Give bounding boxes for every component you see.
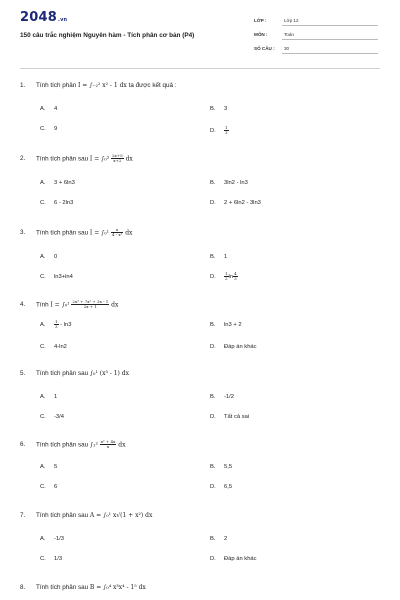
option-value: 9 [54, 126, 58, 132]
site-logo[interactable] [20, 10, 67, 25]
fraction: $\frac{1}{3}$ [55, 319, 58, 330]
option-d[interactable] [210, 344, 257, 350]
option-label: B. [210, 464, 216, 470]
option-value: 2 + 6ln2 - 3ln3 [224, 200, 261, 206]
header-divider [20, 68, 380, 69]
option-value: 3 + 6ln3 [54, 180, 75, 186]
option-d[interactable] [210, 272, 238, 281]
option-label: B. [210, 254, 216, 260]
option-label: C. [40, 556, 46, 562]
option-d[interactable] [210, 556, 257, 562]
option-label: A. [40, 394, 46, 400]
option-value: 3 [224, 106, 228, 112]
question-math: I = ∫₀¹ [50, 301, 72, 309]
option-c[interactable] [40, 200, 73, 206]
fraction: $\frac{2x+5}{x+2}$ [111, 153, 123, 164]
option-label: D. [210, 200, 216, 206]
option-label: A. [40, 322, 46, 329]
option-label: C. [40, 344, 46, 350]
option-value: Đáp án khác [224, 344, 257, 350]
class-label: LỚP : [254, 18, 267, 23]
option-c[interactable] [40, 484, 57, 490]
question-prefix: Tính tích phân sau [36, 155, 90, 163]
question-number: 6. [20, 441, 26, 449]
option-label: D. [210, 556, 216, 562]
question-prefix: Tính tích phân sau [36, 584, 90, 591]
logo-domain: .vn [57, 17, 68, 23]
fraction: $\frac{\text{2x³ + 7x² + 3x - 1}}{2x + 1}$ [72, 299, 109, 310]
fraction: $\frac{4}{3}$ [234, 271, 237, 282]
option-value: -1/3 [54, 536, 64, 542]
option-label: B. [210, 536, 216, 542]
option-c[interactable] [40, 414, 64, 420]
count-label: SỐ CÂU : [254, 46, 275, 51]
option-label: B. [210, 106, 216, 112]
option-value: -1/2 [224, 394, 234, 400]
option-value: - ln3 [58, 322, 72, 329]
question-text [20, 584, 146, 591]
option-value: Đáp án khác [224, 556, 257, 562]
option-label: A. [40, 106, 46, 112]
option-value: -3/4 [54, 414, 64, 420]
option-label: D. [210, 414, 216, 420]
question-prefix: Tính [36, 301, 51, 309]
question-math: I = ∫₋₂² x² - 1 dx [78, 82, 127, 89]
option-label: A. [40, 180, 46, 186]
option-value: 5,5 [224, 464, 233, 470]
option-label: C. [40, 484, 46, 490]
question-number: 4. [20, 301, 26, 309]
option-b[interactable] [210, 536, 227, 542]
option-value: 6,5 [224, 484, 233, 490]
option-value: 6 [54, 484, 58, 490]
question-text [20, 82, 176, 89]
option-value: Tất cả sai [224, 414, 250, 420]
option-c[interactable] [40, 274, 73, 280]
fraction: $\frac{\text{x² + 4x}}{x}$ [100, 439, 116, 450]
option-a[interactable] [40, 464, 57, 470]
question-suffix: dx [116, 441, 126, 449]
option-value: 4 [54, 106, 58, 112]
option-label: D. [210, 344, 216, 350]
option-label: A. [40, 536, 46, 542]
question-prefix: Tính tích phân sau [36, 512, 90, 519]
option-label: C. [40, 200, 46, 206]
option-label: A. [40, 254, 46, 260]
question-math: ∫₀¹ (x³ - 1) dx [89, 370, 130, 377]
option-value: 1 [224, 254, 228, 260]
option-b[interactable] [210, 254, 227, 260]
option-value: 3ln2 - ln3 [224, 180, 248, 186]
fraction: $\frac{1}{3}$ [225, 125, 228, 136]
question-number: 8. [20, 584, 26, 591]
option-label: D. [210, 128, 216, 135]
option-value: ln [228, 274, 234, 281]
meta-rule [282, 25, 378, 26]
option-value: ln3+ln4 [54, 274, 73, 280]
question-math: I = ∫₀³ [89, 155, 111, 163]
question-prefix: Tính tích phân [36, 82, 79, 89]
option-a[interactable] [40, 254, 57, 260]
option-value: 5 [54, 464, 58, 470]
logo-main: 2048 [20, 10, 57, 25]
option-d[interactable] [210, 126, 229, 135]
question-suffix: ta được kết quả : [126, 82, 177, 89]
document-header [0, 0, 400, 62]
meta-rule [282, 53, 378, 54]
count-value: 30 [284, 46, 290, 51]
question-suffix: dx [123, 155, 133, 163]
option-label: D. [210, 274, 216, 281]
option-a[interactable] [40, 180, 75, 186]
option-b[interactable] [210, 180, 248, 186]
option-label: A. [40, 464, 46, 470]
option-c[interactable] [40, 556, 62, 562]
question-text [20, 440, 125, 449]
option-d[interactable] [210, 484, 232, 490]
option-d[interactable] [210, 200, 261, 206]
option-b[interactable] [210, 322, 242, 328]
option-a[interactable] [40, 106, 57, 112]
option-d[interactable] [210, 414, 249, 420]
question-math: I = ∫₀¹ [89, 229, 111, 237]
option-label: C. [40, 274, 46, 280]
option-label: D. [210, 484, 216, 490]
option-label: B. [210, 394, 216, 400]
option-a[interactable] [40, 394, 57, 400]
meta-rule [282, 39, 378, 40]
subject-label: MÔN : [254, 32, 268, 37]
fraction: $\frac{x}{\text{4 - x²}}$ [111, 227, 123, 238]
question-number: 5. [20, 370, 26, 377]
question-prefix: Tính tích phân sau [36, 370, 90, 377]
question-text [20, 370, 129, 377]
question-prefix: Tính tích phân sau [36, 229, 90, 237]
option-c[interactable] [40, 126, 57, 132]
option-label: C. [40, 126, 46, 132]
option-c[interactable] [40, 344, 67, 350]
question-prefix: Tính tích phân sau [36, 441, 90, 449]
question-math: A = ∫₀¹ x√(1 + x²) dx [89, 512, 153, 519]
option-value: 1 [54, 394, 58, 400]
option-value: 1/3 [54, 556, 63, 562]
question-number: 1. [20, 82, 26, 89]
question-number: 2. [20, 155, 26, 163]
question-suffix: dx [123, 229, 133, 237]
question-math: ∫₁² [89, 441, 100, 449]
question-text [20, 512, 152, 519]
option-b[interactable] [210, 106, 227, 112]
question-text [20, 300, 118, 309]
option-label: B. [210, 322, 216, 328]
option-a[interactable] [40, 536, 64, 542]
subject-value: Toán [284, 32, 294, 37]
question-suffix: dx [109, 301, 119, 309]
option-b[interactable] [210, 464, 232, 470]
option-label: C. [40, 414, 46, 420]
document-title: 150 câu trắc nghiệm Nguyên hàm - Tích phân cơ bản (P4) [20, 32, 195, 39]
option-label: B. [210, 180, 216, 186]
option-value: 0 [54, 254, 58, 260]
fraction: $\frac{1}{2}$ [225, 271, 228, 282]
option-value: 6 - 2ln3 [54, 200, 74, 206]
question-number: 3. [20, 229, 26, 237]
question-text [20, 154, 133, 163]
option-value: ln3 + 2 [224, 322, 242, 328]
question-text [20, 228, 132, 237]
option-value: 4-ln2 [54, 344, 67, 350]
class-value: Lớp 12 [284, 18, 299, 23]
option-value: 2 [224, 536, 228, 542]
option-a[interactable] [40, 320, 71, 329]
question-math: B = ∫₀⁴ x³x⁴ - 1⁵ dx [89, 584, 146, 591]
option-b[interactable] [210, 394, 234, 400]
question-number: 7. [20, 512, 26, 519]
